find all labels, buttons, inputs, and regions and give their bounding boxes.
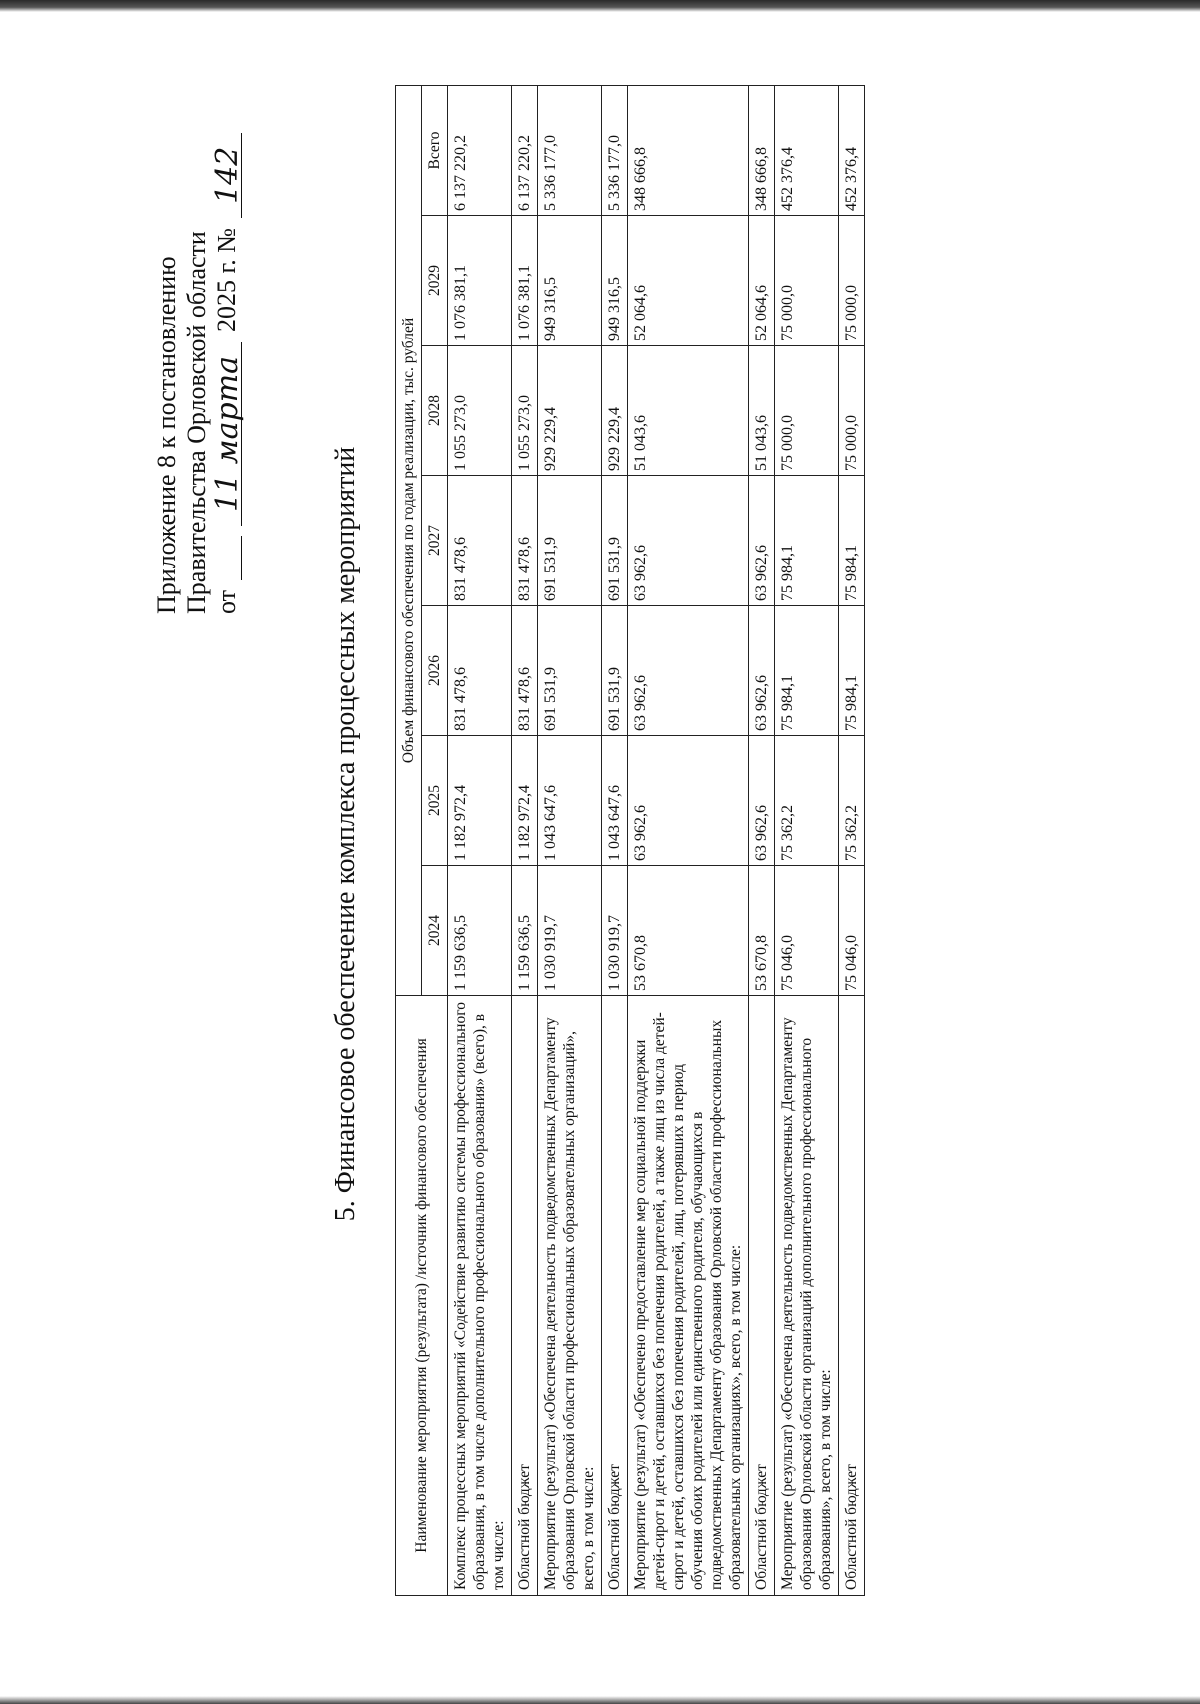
row-value: 831 478,6	[448, 606, 512, 736]
row-value: 51 043,6	[628, 346, 749, 476]
row-value: 831 478,6	[512, 476, 538, 606]
row-name: Комплекс процессных мероприятий «Содействие развитию системы профессионального образования, в том числе дополнительного профессионального образования» (всего), в том числе:	[448, 996, 512, 1596]
row-value: 63 962,6	[628, 476, 749, 606]
row-name: Мероприятие (результат) «Обеспечено предоставление мер социальной поддержки детей-сирот и детей, оставшихся без попечения родителей, а также лиц из числа детей-сирот и детей, оставшихся без попечения родителей, лиц, потерявших в период обучения обоих родителей или единственного родителя, обучающихся в подведомственных Департаменту образования Орловской области профессиональных образовательных организациях», всего, в том числе:	[628, 996, 749, 1596]
row-value: 75 000,0	[775, 346, 839, 476]
row-value: 63 962,6	[749, 606, 775, 736]
handwritten-date: 11 марта	[215, 342, 242, 526]
scan-edge-bottom	[0, 1696, 1200, 1704]
row-value: 51 043,6	[749, 346, 775, 476]
row-value: 949 316,5	[602, 216, 628, 346]
row-value: 63 962,6	[749, 736, 775, 866]
appendix-line-2: Правительства Орловской области	[182, 231, 211, 614]
header-year-2027: 2027	[422, 476, 448, 606]
row-value: 75 984,1	[775, 606, 839, 736]
row-name: Областной бюджет	[512, 996, 538, 1596]
table-row	[749, 85, 775, 1595]
row-value: 1 030 919,7	[602, 866, 628, 996]
row-total: 6 137 220,2	[448, 85, 512, 215]
appendix-line-1: Приложение 8 к постановлению	[152, 256, 181, 614]
row-value: 75 000,0	[839, 216, 865, 346]
row-total: 5 336 177,0	[602, 85, 628, 215]
date-blank-line	[215, 536, 242, 580]
row-value: 75 000,0	[839, 346, 865, 476]
appendix-block	[152, 114, 245, 614]
header-group-cell: Объем финансового обеспечения по годам реализации, тыс. рублей	[396, 85, 422, 995]
row-value: 831 478,6	[512, 606, 538, 736]
row-value: 75 046,0	[775, 866, 839, 996]
table-row	[448, 85, 512, 1595]
row-name: Областной бюджет	[749, 996, 775, 1596]
row-value: 691 531,9	[538, 606, 602, 736]
row-value: 949 316,5	[538, 216, 602, 346]
appendix-prefix: от	[212, 589, 241, 614]
appendix-line-3	[210, 114, 245, 614]
table-row	[512, 85, 538, 1595]
table-header-row-1	[396, 85, 422, 1595]
row-value: 75 984,1	[839, 476, 865, 606]
row-value: 75 362,2	[775, 736, 839, 866]
row-value: 1 043 647,6	[602, 736, 628, 866]
appendix-year: 2025 г. №	[212, 227, 241, 332]
row-value: 52 064,6	[628, 216, 749, 346]
row-value: 1 043 647,6	[538, 736, 602, 866]
row-value: 75 984,1	[775, 476, 839, 606]
header-year-2025: 2025	[422, 736, 448, 866]
header-year-2024: 2024	[422, 866, 448, 996]
row-value: 831 478,6	[448, 476, 512, 606]
header-total: Всего	[422, 85, 448, 215]
row-value: 691 531,9	[602, 476, 628, 606]
table-row	[628, 85, 749, 1595]
handwritten-number: 142	[215, 133, 242, 218]
row-value: 53 670,8	[749, 866, 775, 996]
financing-table	[395, 85, 865, 1596]
row-value: 75 362,2	[839, 736, 865, 866]
row-name: Областной бюджет	[839, 996, 865, 1596]
row-value: 53 670,8	[628, 866, 749, 996]
row-value: 75 000,0	[775, 216, 839, 346]
row-value: 1 055 273,0	[512, 346, 538, 476]
row-name: Областной бюджет	[602, 996, 628, 1596]
row-total: 6 137 220,2	[512, 85, 538, 215]
row-value: 1 055 273,0	[448, 346, 512, 476]
row-value: 63 962,6	[628, 606, 749, 736]
header-name-cell: Наименование мероприятия (результата) /источник финансового обеспечения	[396, 996, 448, 1596]
row-value: 1 182 972,4	[512, 736, 538, 866]
row-value: 929 229,4	[602, 346, 628, 476]
header-year-2028: 2028	[422, 346, 448, 476]
row-value: 75 984,1	[839, 606, 865, 736]
header-year-2026: 2026	[422, 606, 448, 736]
row-value: 1 159 636,5	[448, 866, 512, 996]
row-total: 452 376,4	[839, 85, 865, 215]
row-value: 1 159 636,5	[512, 866, 538, 996]
table-row	[602, 85, 628, 1595]
table-row	[839, 85, 865, 1595]
row-name: Мероприятие (результат) «Обеспечена деятельность подведомственных Департаменту образования Орловской области организаций дополнительного профессионального образования», всего, в том числе:	[775, 996, 839, 1596]
row-total: 5 336 177,0	[538, 85, 602, 215]
row-value: 63 962,6	[628, 736, 749, 866]
row-total: 452 376,4	[775, 85, 839, 215]
section-title: 5. Финансовое обеспечение комплекса процессных мероприятий	[330, 446, 361, 1222]
header-year-2029: 2029	[422, 216, 448, 346]
table-row	[775, 85, 839, 1595]
row-value: 1 030 919,7	[538, 866, 602, 996]
row-value: 63 962,6	[749, 476, 775, 606]
row-value: 1 182 972,4	[448, 736, 512, 866]
row-value: 75 046,0	[839, 866, 865, 996]
row-value: 1 076 381,1	[448, 216, 512, 346]
row-value: 691 531,9	[538, 476, 602, 606]
row-name: Мероприятие (результат) «Обеспечена деятельность подведомственных Департаменту образования Орловской области профессиональных образовательных организаций», всего, в том числе:	[538, 996, 602, 1596]
row-value: 691 531,9	[602, 606, 628, 736]
row-total: 348 666,8	[628, 85, 749, 215]
table-row	[538, 85, 602, 1595]
row-total: 348 666,8	[749, 85, 775, 215]
row-value: 1 076 381,1	[512, 216, 538, 346]
row-value: 52 064,6	[749, 216, 775, 346]
row-value: 929 229,4	[538, 346, 602, 476]
